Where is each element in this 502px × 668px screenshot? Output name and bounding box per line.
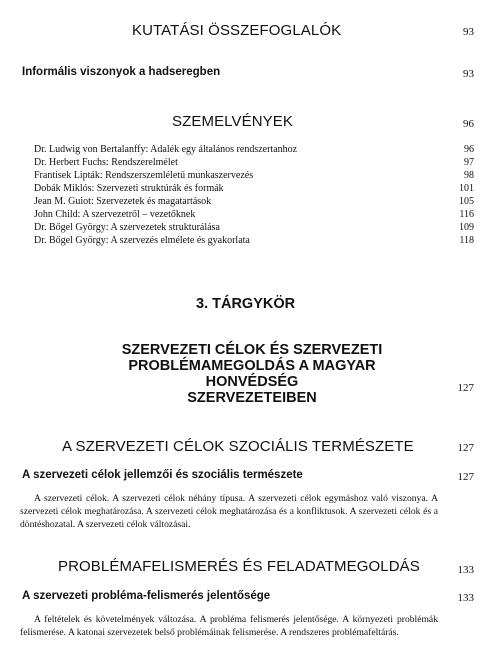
part-title-line: SZERVEZETEIBEN	[187, 390, 317, 406]
part-title	[92, 342, 412, 406]
toc-entry-page: 109	[459, 222, 474, 233]
page-number: 133	[457, 564, 474, 576]
toc-entry-title: Frantisek Lipták: Rendszerszemléletű munkaszervezés	[34, 170, 254, 181]
toc-entry-title: Dr. Bőgel György: A szervezetek strukturálása	[34, 222, 220, 233]
subsection-heading-celok: A szervezeti célok jellemzői és szociális természete	[22, 469, 303, 481]
toc-entry-page: 101	[459, 183, 474, 194]
summary-paragraph	[20, 492, 438, 531]
subsection-heading-problema: A szervezeti probléma-felismerés jelentősége	[22, 590, 271, 602]
section-heading-celok: A SZERVEZETI CÉLOK SZOCIÁLIS TERMÉSZETE	[62, 438, 414, 455]
toc-entry-title: Dr. Bőgel György: A szervezés elmélete és gyakorlata	[34, 235, 250, 246]
page-number: 127	[457, 471, 474, 483]
section-heading-problema: PROBLÉMAFELISMERÉS ÉS FELADATMEGOLDÁS	[58, 558, 420, 575]
summary-text: A feltételek és követelmények változása. A probléma felismerés jelentősége. A környezeti problémák felismerése. A katonai szervezetek belső problémáinak felismerése. A rendszeres problémafeltárás.	[20, 614, 438, 638]
toc-entry-page: 105	[459, 196, 474, 207]
toc-entry-page: 96	[464, 144, 474, 155]
toc-entry-title: Dobák Miklós: Szervezeti struktúrák és formák	[34, 183, 224, 194]
toc-entry-title: Jean M. Guiot: Szervezetek és magatartások	[34, 196, 212, 207]
toc-entry	[34, 209, 474, 221]
section-heading-szemelvenyek: SZEMELVÉNYEK	[172, 113, 293, 130]
page-number: 96	[463, 118, 474, 130]
toc-entry-title: Dr. Ludwig von Bertalanffy: Adalék egy általános rendszertanhoz	[34, 144, 298, 155]
toc-entry	[34, 222, 474, 234]
summary-paragraph	[20, 613, 438, 639]
toc-entry-title: Dr. Herbert Fuchs: Rendszerelmélet	[34, 157, 178, 168]
toc-entry-page: 97	[464, 157, 474, 168]
page-number: 93	[463, 68, 474, 80]
toc-entry-page: 98	[464, 170, 474, 181]
page-number: 127	[457, 382, 474, 394]
summary-text: A szervezeti célok. A szervezeti célok néhány típusa. A szervezeti célok egymáshoz való viszonya. A szervezeti célok meghatározása. A szervezeti célok meghatározása és a konfliktusok. A szervezeti célok és a döntéshozatal. A szervezeti célok változásai.	[20, 493, 438, 530]
subsection-heading-informalis: Informális viszonyok a hadseregben	[22, 66, 221, 78]
toc-entry-page: 116	[459, 209, 474, 220]
page-number: 127	[457, 442, 474, 454]
section-heading-kutatasi: KUTATÁSI ÖSSZEFOGLALÓK	[132, 22, 342, 39]
toc-entry	[34, 196, 474, 208]
page-number: 93	[463, 26, 474, 38]
part-title-line: PROBLÉMAMEGOLDÁS A MAGYAR HONVÉDSÉG	[128, 358, 376, 390]
toc-entry	[34, 235, 474, 247]
toc-entry	[34, 170, 474, 182]
toc-entry	[34, 183, 474, 195]
part-label: 3. TÁRGYKÖR	[196, 296, 296, 312]
toc-entry-page: 118	[459, 235, 474, 246]
toc-entry	[34, 157, 474, 169]
part-title-line: SZERVEZETI CÉLOK ÉS SZERVEZETI	[121, 342, 383, 358]
toc-entry-title: John Child: A szervezetről – vezetőknek	[34, 209, 196, 220]
page-number: 133	[457, 592, 474, 604]
toc-entry	[34, 144, 474, 156]
